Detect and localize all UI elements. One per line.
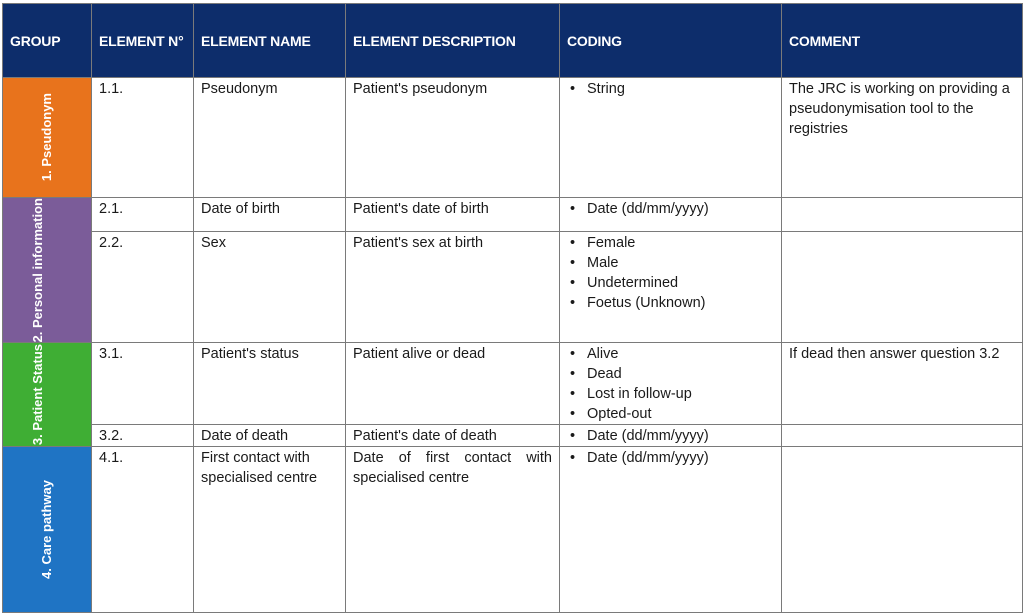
element-description: Date of first contact with specialised centre — [346, 447, 560, 613]
element-no: 2.1. — [92, 198, 194, 232]
coding-item: • Alive — [567, 344, 774, 364]
group-label: 2. Personal information — [30, 198, 45, 343]
group-label: 1. Pseudonym — [39, 93, 54, 182]
element-name: Date of death — [194, 425, 346, 447]
coding-cell — [560, 78, 782, 198]
element-no: 2.2. — [92, 231, 194, 343]
group-label: 3. Patient Status — [30, 344, 45, 446]
coding-list — [567, 426, 774, 446]
element-name: Pseudonym — [194, 78, 346, 198]
table-row — [3, 447, 1023, 613]
table-row — [3, 231, 1023, 343]
element-description: Patient's date of birth — [346, 198, 560, 232]
coding-item: • Opted-out — [567, 404, 774, 424]
table-row — [3, 198, 1023, 232]
coding-item: • Foetus (Unknown) — [567, 293, 774, 313]
group-care-pathway-cell — [3, 447, 92, 613]
coding-item: • String — [567, 79, 774, 99]
group-patient-status-cell — [3, 343, 92, 447]
element-description: Patient's date of death — [346, 425, 560, 447]
coding-item: • Male — [567, 253, 774, 273]
comment-cell — [782, 447, 1023, 613]
coding-item: • Date (dd/mm/yyyy) — [567, 426, 774, 446]
coding-item: • Undetermined — [567, 273, 774, 293]
comment-cell — [782, 425, 1023, 447]
coding-item: • Female — [567, 233, 774, 253]
coding-list — [567, 233, 774, 313]
coding-cell — [560, 447, 782, 613]
element-name: Patient's status — [194, 343, 346, 425]
comment-cell: The JRC is working on providing a pseudonymisation tool to the registries — [782, 78, 1023, 198]
coding-cell — [560, 198, 782, 232]
comment-cell — [782, 198, 1023, 232]
header-group: GROUP — [3, 4, 92, 78]
header-element-description: ELEMENT DESCRIPTION — [346, 4, 560, 78]
element-description: Patient alive or dead — [346, 343, 560, 425]
table-row — [3, 343, 1023, 425]
coding-cell — [560, 425, 782, 447]
comment-cell: If dead then answer question 3.2 — [782, 343, 1023, 425]
coding-list — [567, 199, 774, 219]
element-name: First contact with specialised centre — [194, 447, 346, 613]
header-row — [3, 4, 1023, 78]
table-row — [3, 425, 1023, 447]
header-coding: CODING — [560, 4, 782, 78]
header-element-no: ELEMENT N° — [92, 4, 194, 78]
coding-item: • Date (dd/mm/yyyy) — [567, 199, 774, 219]
element-no: 1.1. — [92, 78, 194, 198]
group-label: 4. Care pathway — [39, 480, 54, 580]
coding-item: • Lost in follow-up — [567, 384, 774, 404]
coding-item: • Dead — [567, 364, 774, 384]
coding-cell — [560, 343, 782, 425]
element-description: Patient's sex at birth — [346, 231, 560, 343]
element-no: 3.2. — [92, 425, 194, 447]
element-name: Date of birth — [194, 198, 346, 232]
comment-cell — [782, 231, 1023, 343]
coding-cell — [560, 231, 782, 343]
header-comment: COMMENT — [782, 4, 1023, 78]
header-element-name: ELEMENT NAME — [194, 4, 346, 78]
data-elements-table — [2, 3, 1023, 613]
element-description: Patient's pseudonym — [346, 78, 560, 198]
group-personal-information-cell — [3, 198, 92, 343]
coding-item: • Date (dd/mm/yyyy) — [567, 448, 774, 468]
element-no: 4.1. — [92, 447, 194, 613]
coding-list — [567, 448, 774, 468]
table-row — [3, 78, 1023, 198]
element-no: 3.1. — [92, 343, 194, 425]
group-pseudonym-cell — [3, 78, 92, 198]
coding-list — [567, 344, 774, 424]
element-name: Sex — [194, 231, 346, 343]
coding-list — [567, 79, 774, 99]
